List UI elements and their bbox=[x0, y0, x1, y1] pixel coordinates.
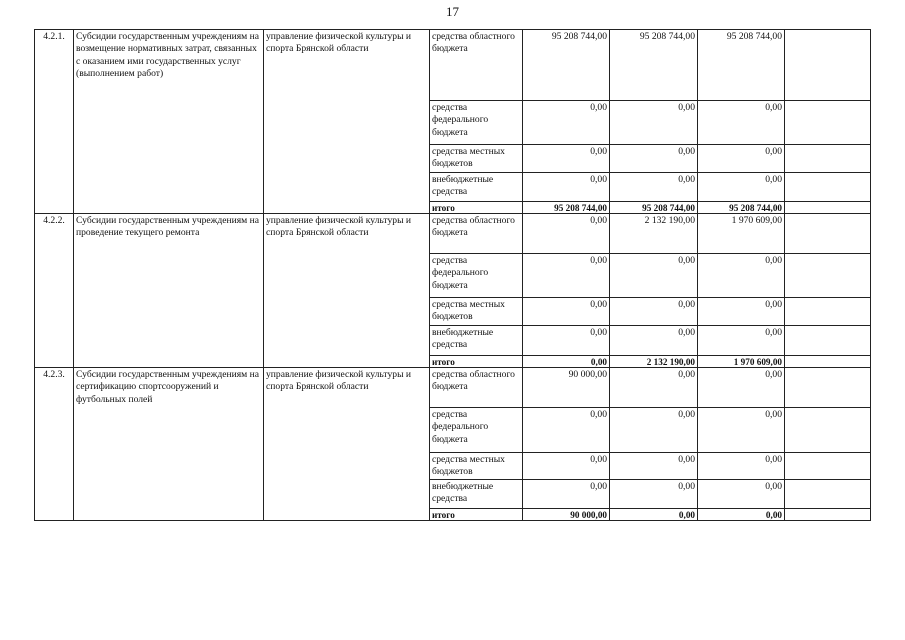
amount-cell: 1 970 609,00 bbox=[698, 356, 785, 368]
executor: управление физической культуры и спорта Брянской области bbox=[264, 214, 430, 368]
empty-cell bbox=[785, 214, 871, 254]
funding-source: итого bbox=[430, 202, 523, 214]
amount-cell: 0,00 bbox=[523, 214, 610, 254]
funding-source: средства областного бюджета bbox=[430, 368, 523, 408]
empty-cell bbox=[785, 326, 871, 356]
empty-cell bbox=[785, 453, 871, 480]
amount-cell: 95 208 744,00 bbox=[698, 30, 785, 101]
funding-source: итого bbox=[430, 356, 523, 368]
amount-cell: 0,00 bbox=[523, 408, 610, 453]
funding-source: внебюджетные средства bbox=[430, 480, 523, 509]
executor: управление физической культуры и спорта Брянской области bbox=[264, 30, 430, 214]
amount-cell: 0,00 bbox=[698, 145, 785, 173]
amount-cell: 0,00 bbox=[523, 254, 610, 298]
amount-cell: 2 132 190,00 bbox=[610, 214, 698, 254]
amount-cell: 0,00 bbox=[698, 453, 785, 480]
amount-cell: 0,00 bbox=[610, 254, 698, 298]
funding-source: средства областного бюджета bbox=[430, 30, 523, 101]
empty-cell bbox=[785, 202, 871, 214]
funding-source: итого bbox=[430, 509, 523, 521]
empty-cell bbox=[785, 173, 871, 202]
funding-source: внебюджетные средства bbox=[430, 173, 523, 202]
item-title: Субсидии государственным учреждениям на возмещение нормативных затрат, связанных с оказанием ими государственных услуг (выполнением работ) bbox=[74, 30, 264, 214]
empty-cell bbox=[785, 30, 871, 101]
amount-cell: 95 208 744,00 bbox=[523, 30, 610, 101]
amount-cell: 0,00 bbox=[698, 298, 785, 326]
amount-cell: 90 000,00 bbox=[523, 509, 610, 521]
amount-cell: 0,00 bbox=[698, 509, 785, 521]
item-title: Субсидии государственным учреждениям на проведение текущего ремонта bbox=[74, 214, 264, 368]
amount-cell: 0,00 bbox=[698, 368, 785, 408]
amount-cell: 0,00 bbox=[698, 101, 785, 145]
amount-cell: 0,00 bbox=[698, 173, 785, 202]
amount-cell: 0,00 bbox=[523, 453, 610, 480]
amount-cell: 0,00 bbox=[523, 173, 610, 202]
amount-cell: 0,00 bbox=[610, 368, 698, 408]
empty-cell bbox=[785, 298, 871, 326]
funding-source: средства федерального бюджета bbox=[430, 408, 523, 453]
amount-cell: 0,00 bbox=[698, 326, 785, 356]
amount-cell: 0,00 bbox=[523, 298, 610, 326]
amount-cell: 0,00 bbox=[610, 408, 698, 453]
budget-table bbox=[34, 29, 871, 521]
item-number: 4.2.1. bbox=[35, 30, 74, 214]
empty-cell bbox=[785, 254, 871, 298]
amount-cell: 90 000,00 bbox=[523, 368, 610, 408]
amount-cell: 1 970 609,00 bbox=[698, 214, 785, 254]
item-number: 4.2.2. bbox=[35, 214, 74, 368]
page-number: 17 bbox=[446, 4, 459, 19]
funding-source: средства местных бюджетов bbox=[430, 453, 523, 480]
amount-cell: 2 132 190,00 bbox=[610, 356, 698, 368]
funding-source: средства местных бюджетов bbox=[430, 298, 523, 326]
item-title: Субсидии государственным учреждениям на сертификацию спортсооружений и футбольных полей bbox=[74, 368, 264, 521]
amount-cell: 0,00 bbox=[610, 101, 698, 145]
amount-cell: 95 208 744,00 bbox=[523, 202, 610, 214]
table-row bbox=[35, 368, 871, 408]
empty-cell bbox=[785, 145, 871, 173]
table-body bbox=[35, 30, 871, 521]
amount-cell: 0,00 bbox=[610, 453, 698, 480]
funding-source: средства федерального бюджета bbox=[430, 101, 523, 145]
amount-cell: 0,00 bbox=[610, 509, 698, 521]
item-number: 4.2.3. bbox=[35, 368, 74, 521]
amount-cell: 0,00 bbox=[523, 326, 610, 356]
amount-cell: 0,00 bbox=[610, 480, 698, 509]
amount-cell: 0,00 bbox=[610, 326, 698, 356]
empty-cell bbox=[785, 101, 871, 145]
amount-cell: 0,00 bbox=[523, 356, 610, 368]
empty-cell bbox=[785, 356, 871, 368]
table-row bbox=[35, 30, 871, 101]
amount-cell: 0,00 bbox=[523, 101, 610, 145]
table-row bbox=[35, 214, 871, 254]
executor: управление физической культуры и спорта Брянской области bbox=[264, 368, 430, 521]
funding-source: средства местных бюджетов bbox=[430, 145, 523, 173]
empty-cell bbox=[785, 480, 871, 509]
amount-cell: 0,00 bbox=[698, 408, 785, 453]
empty-cell bbox=[785, 368, 871, 408]
amount-cell: 0,00 bbox=[610, 298, 698, 326]
amount-cell: 95 208 744,00 bbox=[610, 202, 698, 214]
funding-source: внебюджетные средства bbox=[430, 326, 523, 356]
amount-cell: 0,00 bbox=[698, 254, 785, 298]
funding-source: средства областного бюджета bbox=[430, 214, 523, 254]
amount-cell: 95 208 744,00 bbox=[610, 30, 698, 101]
amount-cell: 0,00 bbox=[698, 480, 785, 509]
amount-cell: 95 208 744,00 bbox=[698, 202, 785, 214]
amount-cell: 0,00 bbox=[610, 145, 698, 173]
funding-source: средства федерального бюджета bbox=[430, 254, 523, 298]
amount-cell: 0,00 bbox=[523, 480, 610, 509]
empty-cell bbox=[785, 509, 871, 521]
amount-cell: 0,00 bbox=[523, 145, 610, 173]
amount-cell: 0,00 bbox=[610, 173, 698, 202]
empty-cell bbox=[785, 408, 871, 453]
